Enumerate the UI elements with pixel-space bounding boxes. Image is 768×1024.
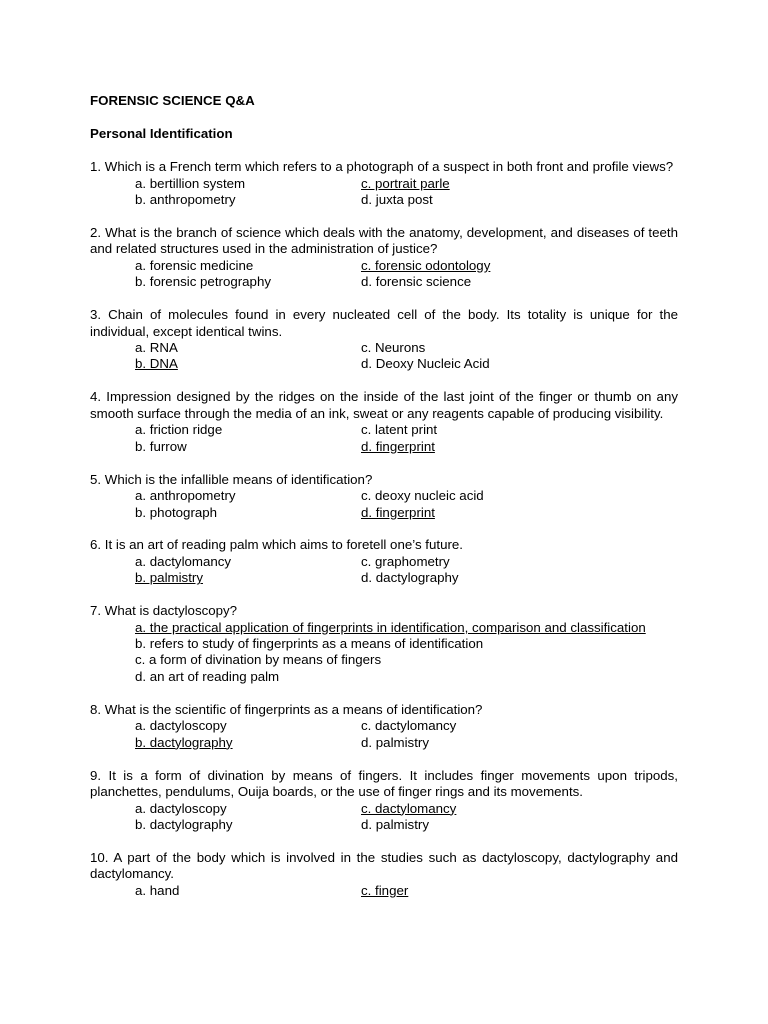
option-c-answer: c. dactylomancy [361,800,457,816]
options-row [90,883,678,899]
option-a: a. hand [135,882,180,898]
options-row [90,505,678,521]
question-10 [90,850,678,899]
option-d-answer: d. fingerprint [361,438,435,454]
option-b-answer: b. palmistry [135,570,203,586]
options-row [90,488,678,504]
options-row [90,554,678,570]
option-c: c. Neurons [361,340,426,356]
option-a: a. anthropometry [135,488,236,504]
question-1 [90,159,678,208]
question-2 [90,225,678,291]
option-a: a. dactyloscopy [135,800,227,816]
options-row [90,817,678,833]
option-c-answer: c. portrait parle [361,175,450,191]
options-row [90,274,678,290]
options-row [90,439,678,455]
option-c: c. latent print [361,422,438,438]
option-d: d. forensic science [361,274,472,290]
option-b: b. forensic petrography [135,274,272,290]
option-c: c. graphometry [361,553,450,569]
option-d: d. an art of reading palm [135,668,280,684]
document-page [90,93,678,899]
option-d-answer: d. fingerprint [361,504,435,520]
option-b-answer: b. DNA [135,356,178,372]
option-b: b. photograph [135,504,218,520]
option-d: d. dactylography [361,570,459,586]
option-b: b. refers to study of fingerprints as a means of identification [135,636,484,652]
question-text: 10. A part of the body which is involved in the studies such as dactyloscopy, dactylography and dactylomancy. [90,849,678,882]
option-b: b. dactylography [135,816,233,832]
options-row [90,801,678,817]
option-a: a. dactylomancy [135,553,232,569]
option-c-answer: c. finger [361,882,409,898]
option-b: b. anthropometry [135,191,236,207]
option-a-answer: a. the practical application of fingerprints in identification, comparison and classification [135,619,646,635]
question-3 [90,307,678,373]
option-d: d. Deoxy Nucleic Acid [361,356,490,372]
option-b: b. furrow [135,438,187,454]
option-a: a. bertillion system [135,175,246,191]
option-d: d. palmistry [361,734,429,750]
option-c: c. a form of divination by means of fingers [135,652,382,668]
question-6 [90,537,678,586]
options-row [90,356,678,372]
options-row [90,176,678,192]
option-a: a. friction ridge [135,422,223,438]
section-heading: Personal Identification [90,126,233,141]
option-row [90,652,678,668]
option-c: c. deoxy nucleic acid [361,488,484,504]
options-row [90,422,678,438]
question-4 [90,389,678,455]
option-a: a. dactyloscopy [135,718,227,734]
question-text: 4. Impression designed by the ridges on the inside of the last joint of the finger or thumb on any smooth surface through the media of an ink, sweat or any reagents capable of producing visibility. [90,389,678,421]
options-row [90,258,678,274]
question-text: 9. It is a form of divination by means of fingers. It includes finger movements upon tripods, planchettes, pendulums, Ouija boards, or the use of finger rings and its movements. [90,767,678,800]
question-7 [90,603,678,685]
options-row [90,192,678,208]
option-a: a. forensic medicine [135,257,254,273]
question-text: 1. Which is a French term which refers to a photograph of a suspect in both front and profile views? [90,159,674,174]
option-row [90,620,678,636]
question-text: 2. What is the branch of science which deals with the anatomy, development, and diseases of teeth and related structures used in the administration of justice? [90,224,678,257]
question-9 [90,768,678,834]
option-a: a. RNA [135,340,178,356]
options-row [90,718,678,734]
question-text: 6. It is an art of reading palm which aims to foretell one’s future. [90,537,463,553]
option-row [90,669,678,685]
question-text: 8. What is the scientific of fingerprints as a means of identification? [90,701,483,717]
question-text: 7. What is dactyloscopy? [90,603,238,619]
options-row [90,340,678,356]
question-text: 3. Chain of molecules found in every nucleated cell of the body. Its totality is unique for the individual, except identical twins. [90,307,678,339]
option-d: d. juxta post [361,191,433,207]
option-row [90,636,678,652]
question-text: 5. Which is the infallible means of identification? [90,471,373,487]
document-title: FORENSIC SCIENCE Q&A [90,93,255,108]
option-b-answer: b. dactylography [135,734,233,750]
option-c-answer: c. forensic odontology [361,257,491,273]
option-d: d. palmistry [361,816,429,832]
options-row [90,570,678,586]
question-8 [90,702,678,751]
option-c: c. dactylomancy [361,718,457,734]
question-5 [90,472,678,521]
options-row [90,735,678,751]
